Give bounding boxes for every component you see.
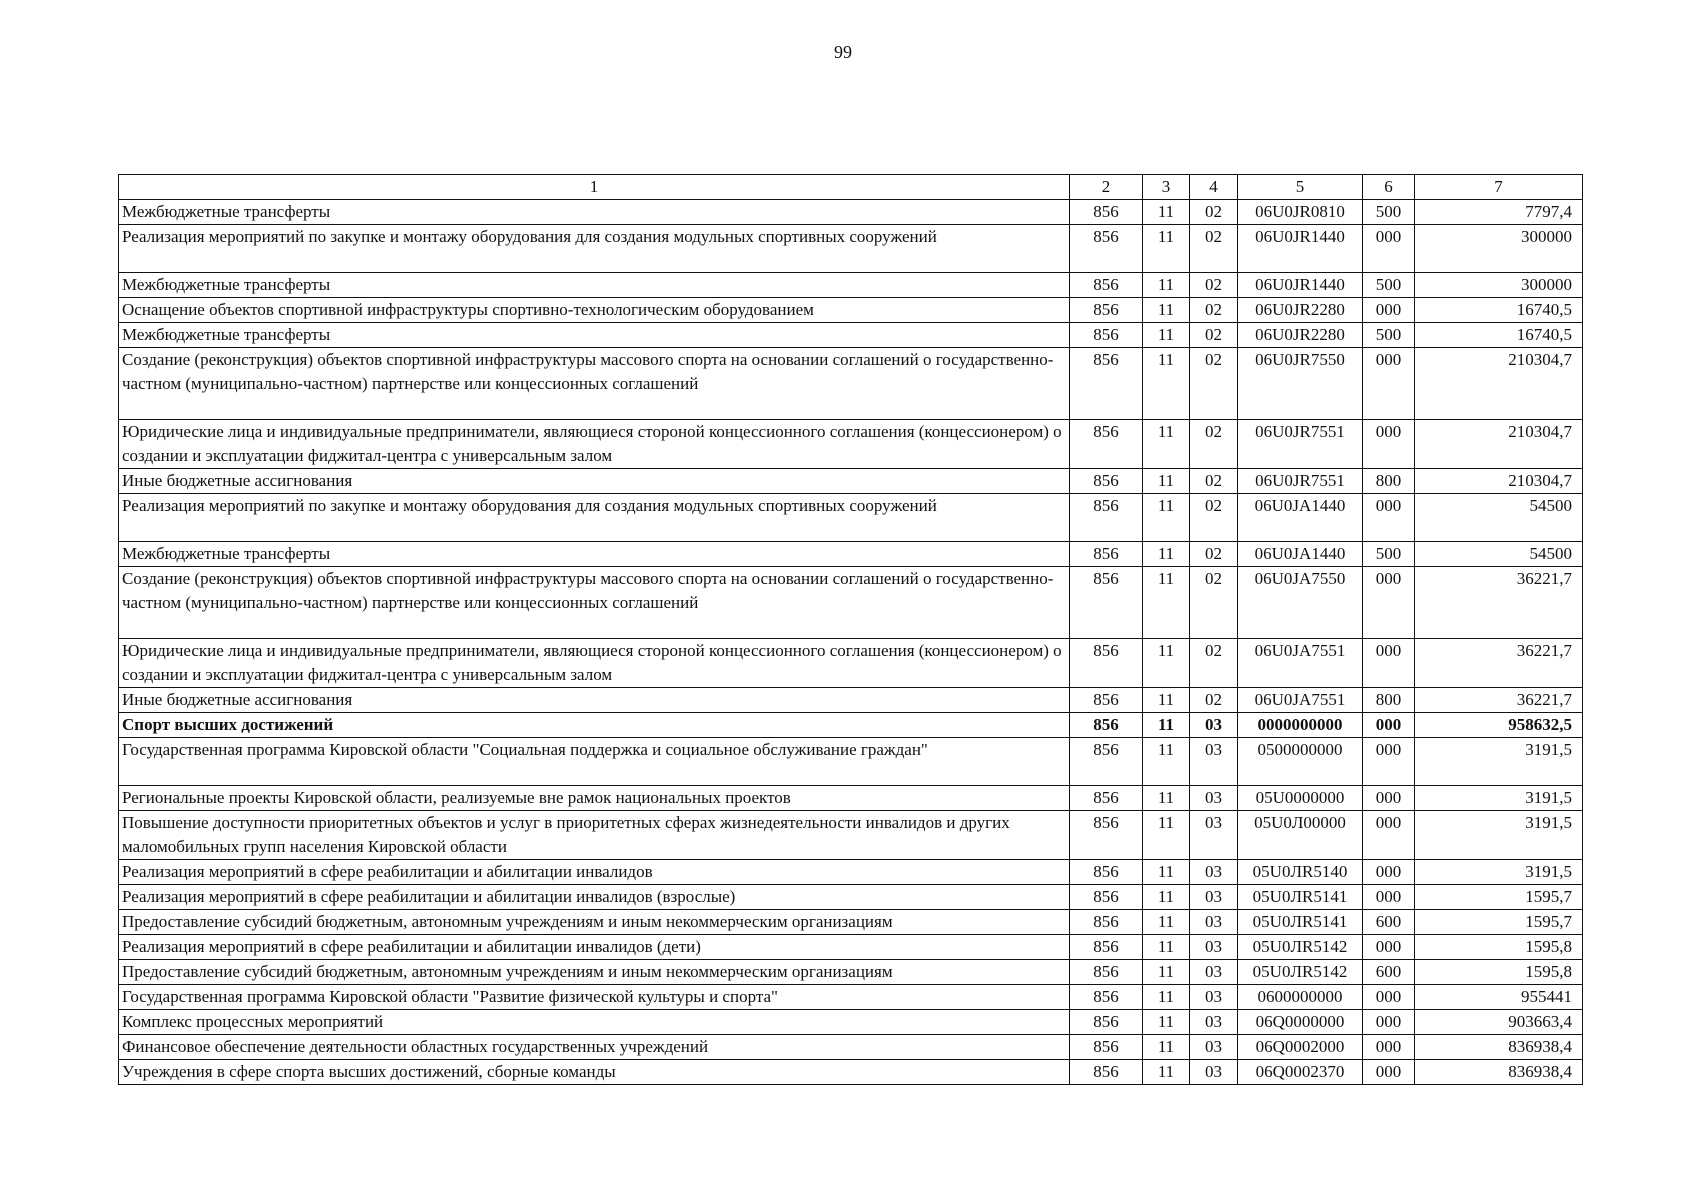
row-col6-cell: 000 (1363, 420, 1415, 469)
row-col5-cell: 05U0ЛR5142 (1238, 935, 1363, 960)
row-name-cell: Межбюджетные трансферты (119, 542, 1070, 567)
row-name-cell: Реализация мероприятий в сфере реабилитации и абилитации инвалидов (взрослые) (119, 885, 1070, 910)
row-name-cell: Государственная программа Кировской области "Социальная поддержка и социальное обслуживание граждан" (119, 738, 1070, 786)
row-col5-cell: 06U0JR7550 (1238, 348, 1363, 420)
row-col6-cell: 500 (1363, 273, 1415, 298)
row-col4-cell: 03 (1190, 910, 1238, 935)
row-col3-cell: 11 (1143, 298, 1190, 323)
row-col4-cell: 03 (1190, 885, 1238, 910)
row-col4-cell: 02 (1190, 200, 1238, 225)
row-name-cell: Повышение доступности приоритетных объектов и услуг в приоритетных сферах жизнедеятельности инвалидов и других маломобильных групп населения Кировской области (119, 811, 1070, 860)
row-col2-cell: 856 (1070, 494, 1143, 542)
row-col4-cell: 02 (1190, 469, 1238, 494)
row-col7-cell: 3191,5 (1415, 860, 1583, 885)
row-name-cell: Учреждения в сфере спорта высших достижений, сборные команды (119, 1060, 1070, 1085)
row-col7-cell: 16740,5 (1415, 298, 1583, 323)
row-name-cell: Иные бюджетные ассигнования (119, 469, 1070, 494)
row-col7-cell: 16740,5 (1415, 323, 1583, 348)
table-header-row (119, 175, 1583, 200)
row-name-cell: Комплекс процессных мероприятий (119, 1010, 1070, 1035)
row-col3-cell: 11 (1143, 469, 1190, 494)
row-col3-cell: 11 (1143, 1060, 1190, 1085)
row-col6-cell: 800 (1363, 688, 1415, 713)
row-col4-cell: 02 (1190, 688, 1238, 713)
row-col2-cell: 856 (1070, 688, 1143, 713)
row-col6-cell: 000 (1363, 494, 1415, 542)
row-col7-cell: 210304,7 (1415, 420, 1583, 469)
row-col3-cell: 11 (1143, 420, 1190, 469)
row-col3-cell: 11 (1143, 1010, 1190, 1035)
row-col3-cell: 11 (1143, 323, 1190, 348)
row-col2-cell: 856 (1070, 910, 1143, 935)
budget-table (118, 174, 1583, 1085)
row-col6-cell: 000 (1363, 713, 1415, 738)
table-row (119, 298, 1583, 323)
row-col3-cell: 11 (1143, 273, 1190, 298)
table-row (119, 1035, 1583, 1060)
row-col2-cell: 856 (1070, 298, 1143, 323)
row-col5-cell: 06U0JR2280 (1238, 323, 1363, 348)
row-col7-cell: 1595,8 (1415, 960, 1583, 985)
table-row (119, 885, 1583, 910)
table-row (119, 688, 1583, 713)
row-col3-cell: 11 (1143, 200, 1190, 225)
header-col-1: 1 (119, 175, 1070, 200)
row-col3-cell: 11 (1143, 688, 1190, 713)
row-col6-cell: 500 (1363, 323, 1415, 348)
row-col7-cell: 1595,7 (1415, 885, 1583, 910)
row-col3-cell: 11 (1143, 811, 1190, 860)
row-col4-cell: 02 (1190, 639, 1238, 688)
row-col5-cell: 05U0ЛR5141 (1238, 885, 1363, 910)
row-col2-cell: 856 (1070, 1035, 1143, 1060)
row-col4-cell: 03 (1190, 786, 1238, 811)
row-col6-cell: 000 (1363, 935, 1415, 960)
row-col3-cell: 11 (1143, 910, 1190, 935)
row-col2-cell: 856 (1070, 469, 1143, 494)
row-name-cell: Оснащение объектов спортивной инфраструктуры спортивно-технологическим оборудованием (119, 298, 1070, 323)
row-col6-cell: 000 (1363, 348, 1415, 420)
row-col4-cell: 03 (1190, 738, 1238, 786)
row-col6-cell: 600 (1363, 910, 1415, 935)
row-col6-cell: 000 (1363, 639, 1415, 688)
row-col2-cell: 856 (1070, 860, 1143, 885)
row-col3-cell: 11 (1143, 860, 1190, 885)
row-name-cell: Предоставление субсидий бюджетным, автономным учреждениям и иным некоммерческим организациям (119, 910, 1070, 935)
row-col7-cell: 7797,4 (1415, 200, 1583, 225)
row-col3-cell: 11 (1143, 985, 1190, 1010)
row-name-cell: Создание (реконструкция) объектов спортивной инфраструктуры массового спорта на основании соглашений о государственно-частном (муниципально-частном) партнерстве или концессионных соглашений (119, 348, 1070, 420)
row-col2-cell: 856 (1070, 1060, 1143, 1085)
row-col7-cell: 36221,7 (1415, 639, 1583, 688)
row-col2-cell: 856 (1070, 273, 1143, 298)
header-col-2: 2 (1070, 175, 1143, 200)
row-name-cell: Межбюджетные трансферты (119, 200, 1070, 225)
row-col4-cell: 03 (1190, 1060, 1238, 1085)
row-col2-cell: 856 (1070, 1010, 1143, 1035)
row-col7-cell: 54500 (1415, 542, 1583, 567)
row-col2-cell: 856 (1070, 713, 1143, 738)
row-col5-cell: 06U0JA7550 (1238, 567, 1363, 639)
row-name-cell: Межбюджетные трансферты (119, 273, 1070, 298)
row-col2-cell: 856 (1070, 935, 1143, 960)
row-col4-cell: 03 (1190, 1035, 1238, 1060)
row-name-cell: Иные бюджетные ассигнования (119, 688, 1070, 713)
row-col3-cell: 11 (1143, 885, 1190, 910)
row-col7-cell: 1595,8 (1415, 935, 1583, 960)
row-col4-cell: 02 (1190, 298, 1238, 323)
row-col3-cell: 11 (1143, 1035, 1190, 1060)
row-col5-cell: 06Q0002370 (1238, 1060, 1363, 1085)
row-col7-cell: 3191,5 (1415, 738, 1583, 786)
header-col-3: 3 (1143, 175, 1190, 200)
row-col3-cell: 11 (1143, 738, 1190, 786)
row-col2-cell: 856 (1070, 348, 1143, 420)
row-col6-cell: 000 (1363, 738, 1415, 786)
row-col7-cell: 210304,7 (1415, 348, 1583, 420)
table-row (119, 323, 1583, 348)
header-col-5: 5 (1238, 175, 1363, 200)
row-col3-cell: 11 (1143, 567, 1190, 639)
table-row (119, 910, 1583, 935)
row-col4-cell: 03 (1190, 860, 1238, 885)
row-col6-cell: 000 (1363, 811, 1415, 860)
row-col4-cell: 03 (1190, 811, 1238, 860)
row-col6-cell: 000 (1363, 1010, 1415, 1035)
row-col4-cell: 02 (1190, 567, 1238, 639)
row-col5-cell: 05U0ЛR5142 (1238, 960, 1363, 985)
row-col3-cell: 11 (1143, 713, 1190, 738)
table-row (119, 494, 1583, 542)
table-row (119, 225, 1583, 273)
row-col7-cell: 836938,4 (1415, 1060, 1583, 1085)
row-col5-cell: 0500000000 (1238, 738, 1363, 786)
row-col6-cell: 600 (1363, 960, 1415, 985)
row-col6-cell: 500 (1363, 200, 1415, 225)
row-name-cell: Межбюджетные трансферты (119, 323, 1070, 348)
row-col6-cell: 000 (1363, 1035, 1415, 1060)
row-col7-cell: 3191,5 (1415, 786, 1583, 811)
table-row (119, 542, 1583, 567)
table-body (119, 200, 1583, 1085)
row-col5-cell: 06U0JR1440 (1238, 225, 1363, 273)
row-col5-cell: 06U0JA1440 (1238, 542, 1363, 567)
row-col4-cell: 03 (1190, 935, 1238, 960)
table-row (119, 273, 1583, 298)
row-name-cell: Реализация мероприятий по закупке и монтажу оборудования для создания модульных спортивных сооружений (119, 494, 1070, 542)
row-col2-cell: 856 (1070, 639, 1143, 688)
row-name-cell: Реализация мероприятий по закупке и монтажу оборудования для создания модульных спортивных сооружений (119, 225, 1070, 273)
row-col2-cell: 856 (1070, 567, 1143, 639)
row-col5-cell: 06U0JA7551 (1238, 639, 1363, 688)
row-name-cell: Реализация мероприятий в сфере реабилитации и абилитации инвалидов (119, 860, 1070, 885)
row-col5-cell: 06U0JR1440 (1238, 273, 1363, 298)
row-col7-cell: 3191,5 (1415, 811, 1583, 860)
table-row (119, 1010, 1583, 1035)
row-col6-cell: 000 (1363, 860, 1415, 885)
row-col4-cell: 03 (1190, 1010, 1238, 1035)
row-col2-cell: 856 (1070, 885, 1143, 910)
row-col4-cell: 02 (1190, 494, 1238, 542)
row-col7-cell: 300000 (1415, 225, 1583, 273)
row-col6-cell: 000 (1363, 885, 1415, 910)
row-col7-cell: 36221,7 (1415, 688, 1583, 713)
page-number: 99 (834, 42, 852, 62)
row-col3-cell: 11 (1143, 960, 1190, 985)
row-name-cell: Финансовое обеспечение деятельности областных государственных учреждений (119, 1035, 1070, 1060)
table-row (119, 567, 1583, 639)
table-row (119, 1060, 1583, 1085)
row-col5-cell: 06Q0000000 (1238, 1010, 1363, 1035)
row-col3-cell: 11 (1143, 542, 1190, 567)
row-col5-cell: 05U0ЛR5140 (1238, 860, 1363, 885)
row-col3-cell: 11 (1143, 786, 1190, 811)
row-col4-cell: 02 (1190, 323, 1238, 348)
row-col7-cell: 36221,7 (1415, 567, 1583, 639)
row-col6-cell: 000 (1363, 1060, 1415, 1085)
row-col7-cell: 1595,7 (1415, 910, 1583, 935)
row-col2-cell: 856 (1070, 960, 1143, 985)
row-col2-cell: 856 (1070, 985, 1143, 1010)
row-col6-cell: 000 (1363, 567, 1415, 639)
row-col6-cell: 500 (1363, 542, 1415, 567)
row-col3-cell: 11 (1143, 225, 1190, 273)
row-col2-cell: 856 (1070, 542, 1143, 567)
row-name-cell: Юридические лица и индивидуальные предприниматели, являющиеся стороной концессионного соглашения (концессионером) о создании и эксплуатации фиджитал-центра с универсальным залом (119, 639, 1070, 688)
row-col4-cell: 03 (1190, 960, 1238, 985)
row-col3-cell: 11 (1143, 494, 1190, 542)
row-col2-cell: 856 (1070, 811, 1143, 860)
row-col5-cell: 06U0JR0810 (1238, 200, 1363, 225)
row-col4-cell: 03 (1190, 713, 1238, 738)
row-col5-cell: 05U0Л00000 (1238, 811, 1363, 860)
row-col5-cell: 06U0JA1440 (1238, 494, 1363, 542)
row-col7-cell: 958632,5 (1415, 713, 1583, 738)
row-col4-cell: 02 (1190, 420, 1238, 469)
row-name-cell: Создание (реконструкция) объектов спортивной инфраструктуры массового спорта на основании соглашений о государственно-частном (муниципально-частном) партнерстве или концессионных соглашений (119, 567, 1070, 639)
row-col2-cell: 856 (1070, 200, 1143, 225)
row-col7-cell: 54500 (1415, 494, 1583, 542)
row-col7-cell: 903663,4 (1415, 1010, 1583, 1035)
row-col4-cell: 02 (1190, 225, 1238, 273)
row-col5-cell: 06U0JR2280 (1238, 298, 1363, 323)
row-col5-cell: 05U0ЛR5141 (1238, 910, 1363, 935)
row-col4-cell: 02 (1190, 542, 1238, 567)
row-col6-cell: 000 (1363, 985, 1415, 1010)
header-col-6: 6 (1363, 175, 1415, 200)
row-name-cell: Региональные проекты Кировской области, реализуемые вне рамок национальных проектов (119, 786, 1070, 811)
row-col3-cell: 11 (1143, 348, 1190, 420)
table-row (119, 469, 1583, 494)
row-col4-cell: 02 (1190, 348, 1238, 420)
row-col7-cell: 210304,7 (1415, 469, 1583, 494)
row-col2-cell: 856 (1070, 786, 1143, 811)
row-col4-cell: 03 (1190, 985, 1238, 1010)
table-row (119, 860, 1583, 885)
table-row (119, 985, 1583, 1010)
table-row (119, 738, 1583, 786)
row-col6-cell: 800 (1363, 469, 1415, 494)
row-col7-cell: 300000 (1415, 273, 1583, 298)
table-row (119, 811, 1583, 860)
row-col5-cell: 06U0JA7551 (1238, 688, 1363, 713)
row-name-cell: Спорт высших достижений (119, 713, 1070, 738)
row-name-cell: Юридические лица и индивидуальные предприниматели, являющиеся стороной концессионного соглашения (концессионером) о создании и эксплуатации фиджитал-центра с универсальным залом (119, 420, 1070, 469)
row-col6-cell: 000 (1363, 298, 1415, 323)
row-col5-cell: 06Q0002000 (1238, 1035, 1363, 1060)
row-name-cell: Предоставление субсидий бюджетным, автономным учреждениям и иным некоммерческим организациям (119, 960, 1070, 985)
table-row (119, 960, 1583, 985)
row-col2-cell: 856 (1070, 323, 1143, 348)
table-row (119, 713, 1583, 738)
header-col-4: 4 (1190, 175, 1238, 200)
row-name-cell: Реализация мероприятий в сфере реабилитации и абилитации инвалидов (дети) (119, 935, 1070, 960)
table-row (119, 935, 1583, 960)
row-col6-cell: 000 (1363, 786, 1415, 811)
row-col7-cell: 955441 (1415, 985, 1583, 1010)
row-col2-cell: 856 (1070, 225, 1143, 273)
row-col5-cell: 0600000000 (1238, 985, 1363, 1010)
row-col5-cell: 06U0JR7551 (1238, 469, 1363, 494)
row-col2-cell: 856 (1070, 420, 1143, 469)
table-row (119, 348, 1583, 420)
row-col3-cell: 11 (1143, 639, 1190, 688)
table-row (119, 786, 1583, 811)
row-col2-cell: 856 (1070, 738, 1143, 786)
table-row (119, 639, 1583, 688)
row-col5-cell: 05U0000000 (1238, 786, 1363, 811)
row-name-cell: Государственная программа Кировской области "Развитие физической культуры и спорта" (119, 985, 1070, 1010)
row-col6-cell: 000 (1363, 225, 1415, 273)
row-col5-cell: 06U0JR7551 (1238, 420, 1363, 469)
table-row (119, 200, 1583, 225)
budget-table-wrapper (118, 174, 1582, 1085)
row-col7-cell: 836938,4 (1415, 1035, 1583, 1060)
row-col4-cell: 02 (1190, 273, 1238, 298)
row-col3-cell: 11 (1143, 935, 1190, 960)
row-col5-cell: 0000000000 (1238, 713, 1363, 738)
header-col-7: 7 (1415, 175, 1583, 200)
table-row (119, 420, 1583, 469)
